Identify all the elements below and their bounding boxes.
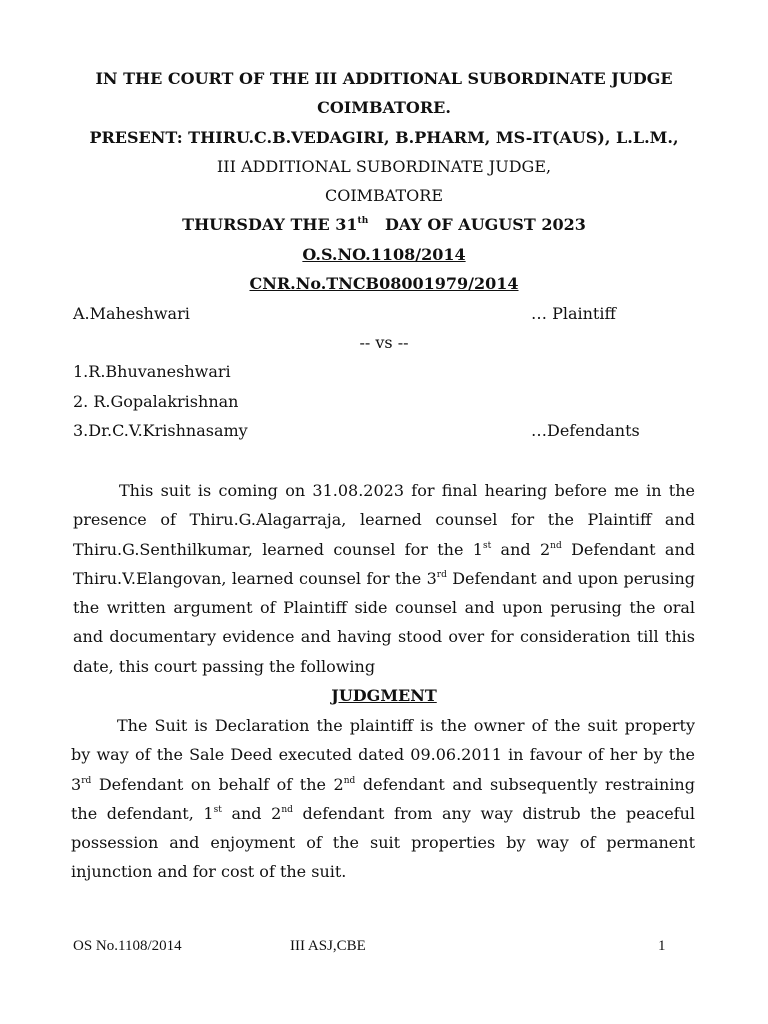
footer-case-ref: OS No.1108/2014 [73,938,182,954]
versus: -- vs -- [359,333,409,352]
hearing-date: THURSDAY THE 31th DAY OF AUGUST 2023 [182,215,586,234]
plaintiff-name: A.Maheshwari [73,304,190,323]
judgment-paragraph: The Suit is Declaration the plaintiff is the owner of the suit property by way of the Sale Deed executed dated 09.06.2011 in favour of her by the 3rd Defendant on behalf of the 2nd defendant and subsequently restraining the defendant, 1st and 2nd defendant from any way distrub the peaceful possession and enjoyment of the suit properties by way of permanent injunction and for cost of the suit. [71,716,696,882]
judgment-heading: JUDGMENT [331,686,437,705]
defendants-role: …Defendants [531,421,640,440]
page-number: 1 [658,938,666,954]
court-city: COIMBATORE. [317,98,451,117]
defendant-2: 2. R.Gopalakrishnan [73,392,239,411]
judge-city: COIMBATORE [324,186,443,205]
defendant-1: 1.R.Bhuvaneshwari [73,362,231,381]
presiding-officer: PRESENT: THIRU.C.B.VEDAGIRI, B.PHARM, MS-IT(AUS), L.L.M., [89,128,679,147]
judge-title: III ADDITIONAL SUBORDINATE JUDGE, [216,157,552,176]
court-title: IN THE COURT OF THE III ADDITIONAL SUBORDINATE JUDGE [95,69,673,88]
suit-number: O.S.NO.1108/2014 [302,245,466,264]
hearing-paragraph: This suit is coming on 31.08.2023 for final hearing before me in the presence of Thiru.G.Alagarraja, learned counsel for the Plaintiff and Thiru.G.Senthilkumar, learned counsel for the 1st and 2nd Defendant and Thiru.V.Elangovan, learned counsel for the 3rd Defendant and upon perusing the written argument of Plaintiff side counsel and upon perusing the oral and documentary evidence and having stood over for consideration till this date, this court passing the following [73,481,696,676]
cnr-number: CNR.No.TNCB08001979/2014 [249,274,519,293]
plaintiff-role: … Plaintiff [531,304,616,323]
footer-court: III ASJ,CBE [290,938,366,954]
defendant-3: 3.Dr.C.V.Krishnasamy [73,421,248,440]
